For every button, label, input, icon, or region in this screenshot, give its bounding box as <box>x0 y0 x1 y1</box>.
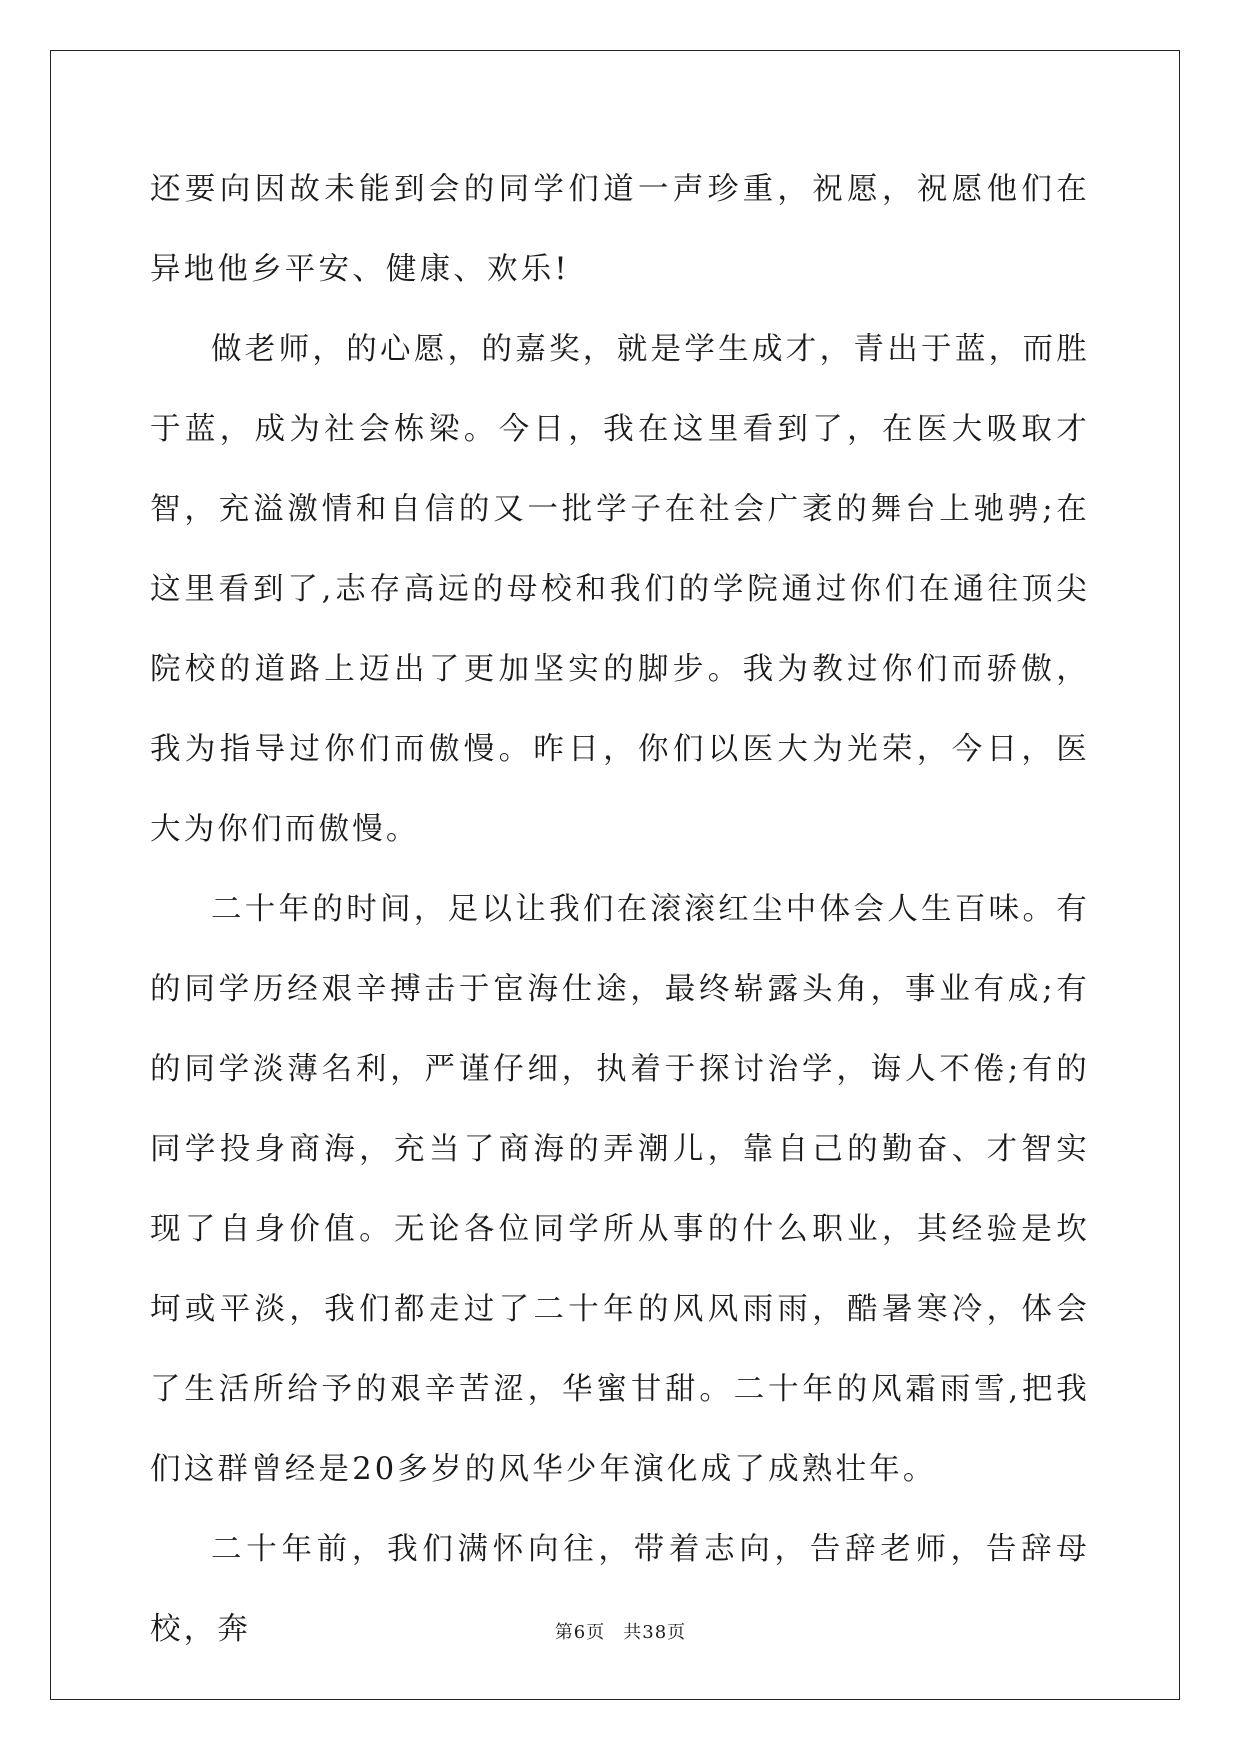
paragraph-2: 做老师，的心愿，的嘉奖，就是学生成才，青出于蓝，而胜于蓝，成为社会栋梁。今日，我在这里看到了，在医大吸取才智，充溢激情和自信的又一批学子在社会广袤的舞台上驰骋;在这里看到了,志存高远的母校和我们的学院通过你们在通往顶尖院校的道路上迈出了更加坚实的脚步。我为教过你们而骄傲，我为指导过你们而傲慢。昨日，你们以医大为光荣，今日，医大为你们而傲慢。 <box>150 332 1090 847</box>
page-number: 第6页 <box>554 1622 606 1643</box>
paragraph-3: 二十年的时间，足以让我们在滚滚红尘中体会人生百味。有的同学历经艰辛搏击于宦海仕途，最终崭露头角，事业有成;有的同学淡薄名利，严谨仔细，执着于探讨治学，诲人不倦;有的同学投身商海，充当了商海的弄潮儿，靠自己的勤奋、才智实现了自身价值。无论各位同学所从事的什么职业，其经验是坎坷或平淡，我们都走过了二十年的风风雨雨，酷暑寒冷，体会了生活所给予的艰辛苦涩，华蜜甘甜。二十年的风霜雨雪,把我们这群曾经是20多岁的风华少年演化成了成熟壮年。 <box>150 892 1090 1487</box>
paragraph-1: 还要向因故未能到会的同学们道一声珍重，祝愿，祝愿他们在异地他乡平安、健康、欢乐! <box>150 172 1090 287</box>
page-total: 共38页 <box>623 1622 687 1643</box>
document-body <box>150 150 1090 1670</box>
paragraph-4: 二十年前，我们满怀向往，带着志向，告辞老师，告辞母校，奔 <box>150 1532 1090 1647</box>
page-footer <box>0 1618 1241 1644</box>
